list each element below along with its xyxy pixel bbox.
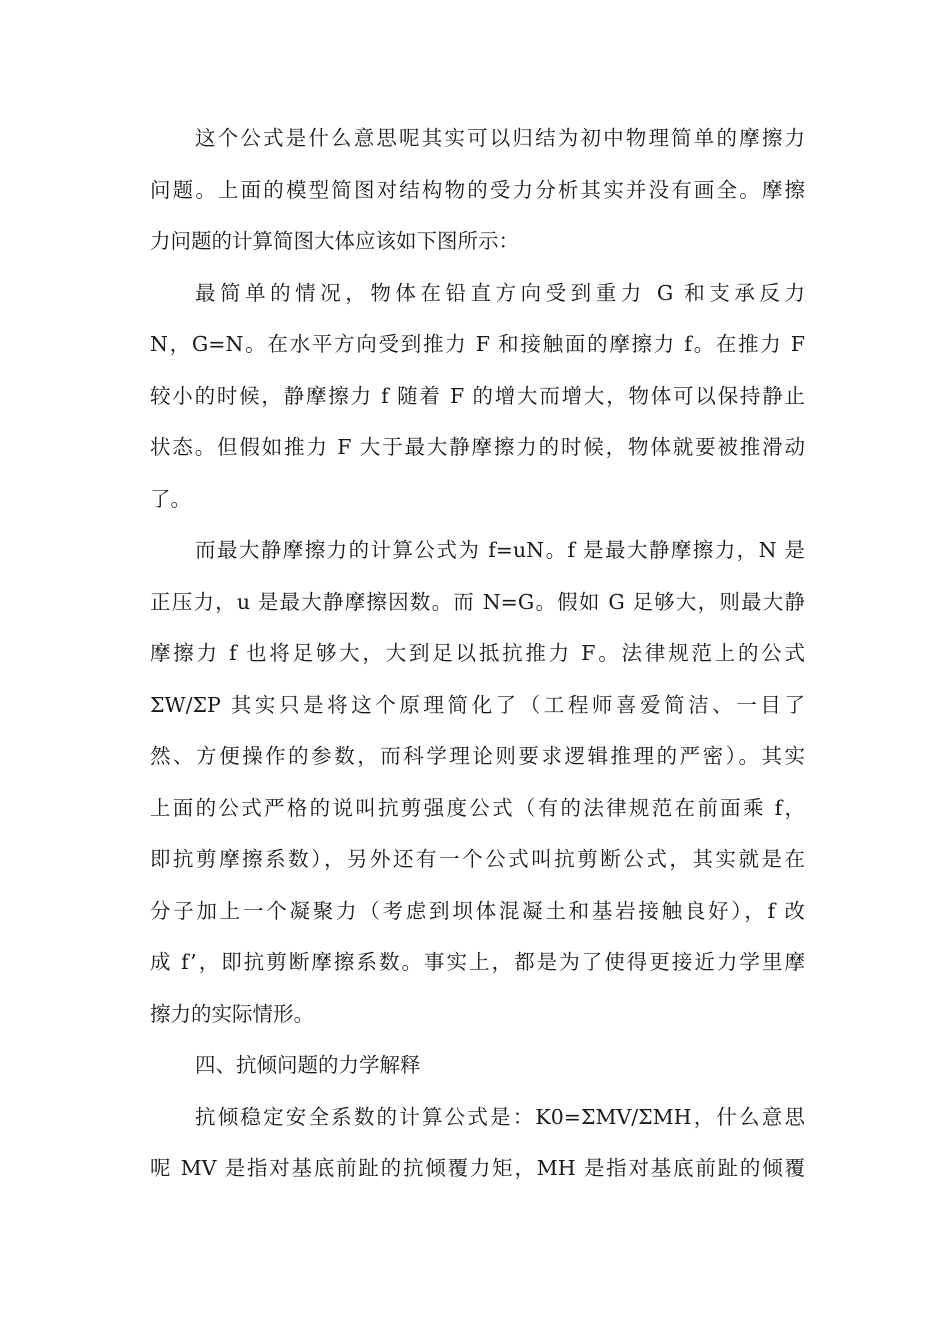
paragraph-friction-intro bbox=[150, 113, 805, 268]
paragraph-simple-case bbox=[150, 268, 805, 526]
text-line: 状态。但假如推力 F 大于最大静摩擦力的时候，物体就要被推滑动 bbox=[150, 435, 805, 459]
paragraph-overturning-formula bbox=[150, 1092, 805, 1195]
text-line: 擦力的实际情形。 bbox=[150, 1001, 314, 1026]
text-line: 这个公式是什么意思呢其实可以归结为初中物理简单的摩擦力 bbox=[195, 126, 805, 150]
text-line: 而最大静摩擦力的计算公式为 f=uN。f 是最大静摩擦力，N 是 bbox=[195, 538, 805, 562]
text-line: 最简单的情况，物体在铅直方向受到重力 G 和支承反力 bbox=[195, 280, 805, 305]
text-line: 了。 bbox=[150, 486, 191, 511]
text-line: 正压力，u 是最大静摩擦因数。而 N=G。假如 G 足够大，则最大静 bbox=[150, 589, 805, 614]
text-line: 上面的公式严格的说叫抗剪强度公式（有的法律规范在前面乘 f， bbox=[150, 795, 805, 820]
text-line: 较小的时候，静摩擦力 f 随着 F 的增大而增大，物体可以保持静止 bbox=[150, 383, 805, 408]
text-line: 问题。上面的模型简图对结构物的受力分析其实并没有画全。摩擦 bbox=[150, 177, 805, 202]
text-line: 然、方便操作的参数，而科学理论则要求逻辑推理的严密）。其实 bbox=[150, 744, 805, 768]
text-line: N，G=N。在水平方向受到推力 F 和接触面的摩擦力 f。在推力 F bbox=[150, 332, 805, 356]
text-line: ΣW/ΣP 其实只是将这个原理简化了（工程师喜爱简洁、一目了 bbox=[150, 692, 805, 717]
section-heading-anti-overturning bbox=[150, 1040, 805, 1092]
section-heading: 四、抗倾问题的力学解释 bbox=[195, 1053, 421, 1077]
paragraph-max-static-friction bbox=[150, 525, 805, 1040]
text-line: 即抗剪摩擦系数），另外还有一个公式叫抗剪断公式，其实就是在 bbox=[150, 847, 805, 871]
text-line: 摩擦力 f 也将足够大，大到足以抵抗推力 F。法律规范上的公式 bbox=[150, 641, 805, 665]
text-line: 力问题的计算简图大体应该如下图所示： bbox=[150, 229, 519, 253]
text-line: 呢 MV 是指对基底前趾的抗倾覆力矩，MH 是指对基底前趾的倾覆 bbox=[150, 1156, 805, 1180]
text-line: 成 f’，即抗剪断摩擦系数。事实上，都是为了使得更接近力学里摩 bbox=[150, 950, 805, 974]
text-line: 分子加上一个凝聚力（考虑到坝体混凝土和基岩接触良好），f 改 bbox=[150, 898, 805, 923]
document-body bbox=[150, 113, 805, 1195]
text-line: 抗倾稳定安全系数的计算公式是：K0=ΣMV/ΣMH，什么意思 bbox=[195, 1104, 805, 1129]
